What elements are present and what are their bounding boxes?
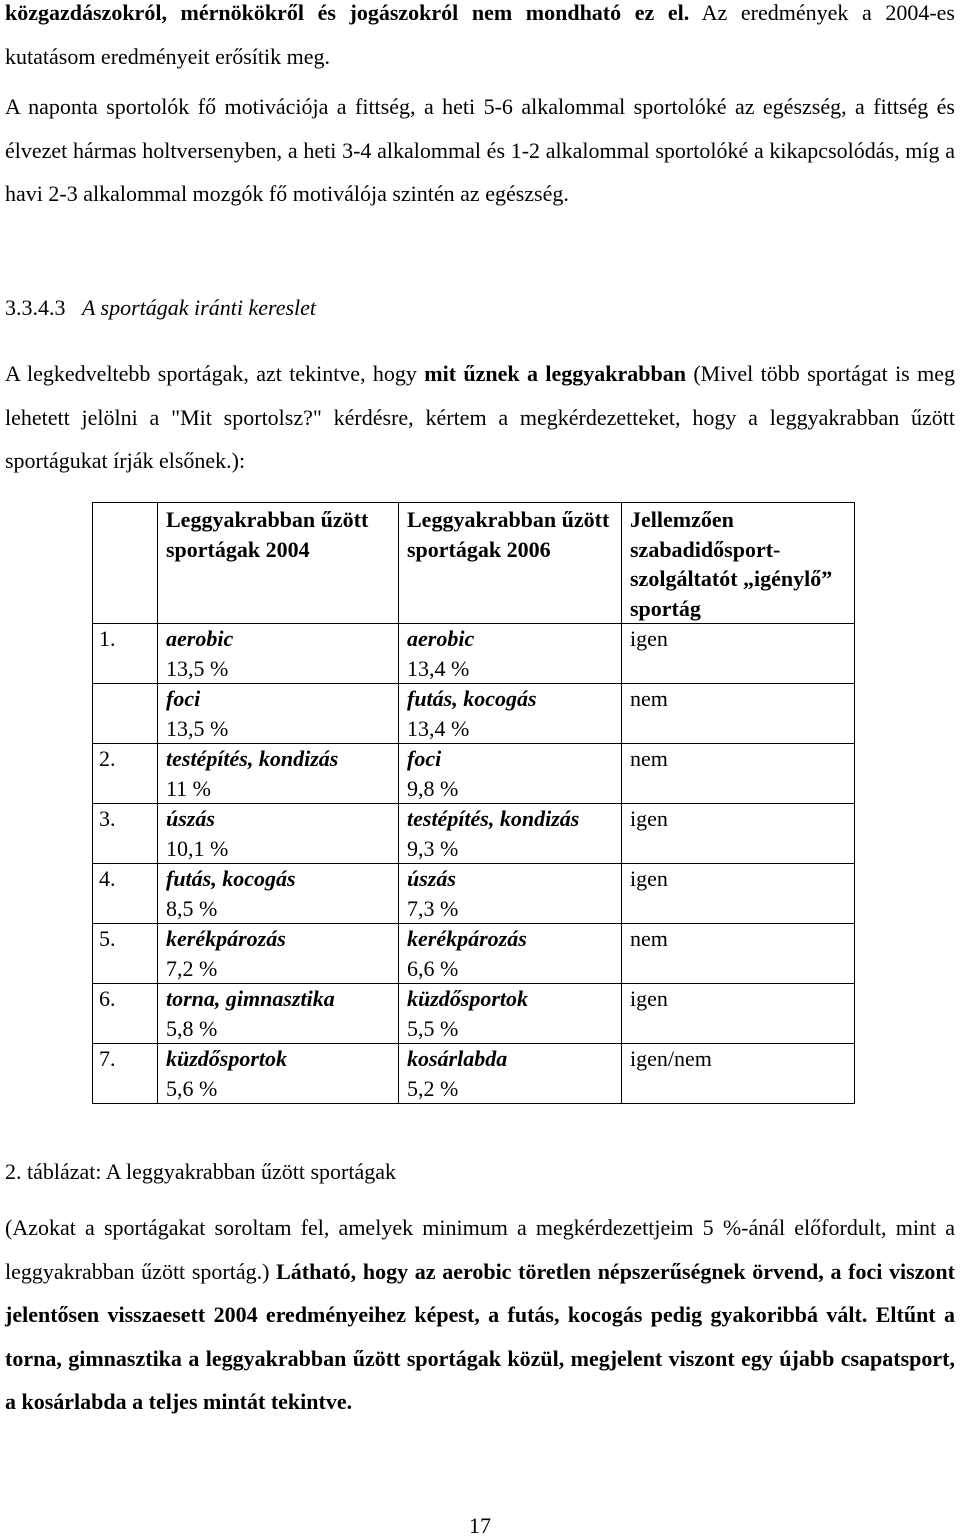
percent-2004: 10,1 % xyxy=(166,835,229,861)
table-row xyxy=(93,804,855,864)
cell-2004 xyxy=(158,624,399,684)
percent-2004: 5,8 % xyxy=(166,1015,218,1041)
flag-cell xyxy=(622,744,855,804)
rank-cell xyxy=(93,984,158,1044)
flag-value: nem xyxy=(630,926,668,951)
percent-2006: 9,3 % xyxy=(407,835,459,861)
sport-2004: úszás xyxy=(166,806,215,831)
cell-2004 xyxy=(158,804,399,864)
rank-label: 7. xyxy=(99,1046,116,1071)
percent-2004: 11 % xyxy=(166,775,212,801)
rank-cell xyxy=(93,924,158,984)
rank-cell xyxy=(93,744,158,804)
rank-cell xyxy=(93,864,158,924)
rank-label: 5. xyxy=(99,926,116,951)
cell-2004 xyxy=(158,1044,399,1104)
percent-2004: 13,5 % xyxy=(166,715,229,741)
conclusion-text-plain: (Azokat a sportágakat soroltam fel, amelyek minimum a megkérdezettjeim 5 %-ánál előfordult, mint a leggyakrabban űzött sportág.) xyxy=(5,1215,955,1284)
percent-2004: 5,6 % xyxy=(166,1075,218,1101)
sport-2006: testépítés, kondizás xyxy=(407,806,580,831)
cell-2004 xyxy=(158,684,399,744)
flag-cell xyxy=(622,684,855,744)
flag-value: nem xyxy=(630,746,668,771)
sport-2004: kerékpározás xyxy=(166,926,286,951)
table-row xyxy=(93,684,855,744)
table-caption: 2. táblázat: A leggyakrabban űzött sportágak xyxy=(5,1159,396,1184)
flag-cell xyxy=(622,864,855,924)
flag-cell xyxy=(622,924,855,984)
sport-2006: úszás xyxy=(407,866,456,891)
percent-2006: 13,4 % xyxy=(407,715,470,741)
sport-2004: torna, gimnasztika xyxy=(166,986,335,1011)
rank-label: 3. xyxy=(99,806,116,831)
percent-2006: 9,8 % xyxy=(407,775,459,801)
sport-2006: kerékpározás xyxy=(407,926,527,951)
percent-2004: 8,5 % xyxy=(166,895,218,921)
flag-value: igen/nem xyxy=(630,1046,712,1071)
paragraph-top-bold: közgazdászokról, mérnökökről és jogászokról nem mondható ez el. xyxy=(5,0,690,25)
flag-cell xyxy=(622,1044,855,1104)
flag-cell xyxy=(622,804,855,864)
table-row xyxy=(93,864,855,924)
rank-cell xyxy=(93,804,158,864)
percent-2006: 6,6 % xyxy=(407,955,459,981)
table-row xyxy=(93,744,855,804)
percent-2004: 13,5 % xyxy=(166,655,229,681)
rank-label: 4. xyxy=(99,866,116,891)
percent-2006: 5,2 % xyxy=(407,1075,459,1101)
rank-cell xyxy=(93,1044,158,1104)
paragraph-top xyxy=(5,0,955,78)
header-2004: Leggyakrabban űzött sportágak 2004 xyxy=(158,503,399,624)
conclusion-text-bold-1: Látható, hogy az aerobic töretlen népszerűségnek örvend, a foci viszont jelentősen visszaesett 2004 eredményeihez képest, a futás, kocogás pedig gyakoribbá vált. xyxy=(5,1258,955,1327)
paragraph-motivation: A naponta sportolók fő motivációja a fittség, a heti 5-6 alkalommal sportolóké az egészség, a fittség és élvezet hármas holtversenyben, a heti 3-4 alkalommal és 1-2 alkalommal sportolóké a kikapcsolódás, míg a havi 2-3 alkalommal mozgók fő motiválója szintén az egészség. xyxy=(5,94,955,206)
table-row xyxy=(93,624,855,684)
section-title: A sportágak iránti kereslet xyxy=(82,295,317,320)
intro-text-after: (Mivel több sportágat is meg lehetett jelölni a "Mit sportolsz?" kérdésre, kértem a megkérdezetteket, hogy a leggyakrabban űzött sportágukat írják elsőnek.): xyxy=(5,361,955,473)
sport-2004: küzdősportok xyxy=(166,1046,288,1071)
flag-value: nem xyxy=(630,686,668,711)
cell-2004 xyxy=(158,984,399,1044)
cell-2006 xyxy=(399,744,622,804)
header-2006: Leggyakrabban űzött sportágak 2006 xyxy=(399,503,622,624)
percent-2006: 7,3 % xyxy=(407,895,459,921)
sport-2006: kosárlabda xyxy=(407,1046,508,1071)
sport-2004: futás, kocogás xyxy=(166,866,296,891)
sport-2004: foci xyxy=(166,686,201,711)
cell-2006 xyxy=(399,624,622,684)
conclusion-text-bold-2: Eltűnt a torna, gimnasztika a leggyakrabban űzött sportágak közül, megjelent viszont egy újabb csapatsport, a kosárlabda a teljes mintát tekintve. xyxy=(5,1302,955,1414)
sports-table xyxy=(92,502,855,1104)
paragraph-intro xyxy=(5,352,955,483)
cell-2006 xyxy=(399,1044,622,1104)
cell-2006 xyxy=(399,864,622,924)
percent-2006: 13,4 % xyxy=(407,655,470,681)
cell-2006 xyxy=(399,684,622,744)
cell-2004 xyxy=(158,924,399,984)
sport-2004: aerobic xyxy=(166,626,234,651)
sport-2006: aerobic xyxy=(407,626,475,651)
rank-cell xyxy=(93,684,158,744)
intro-text-before: A legkedveltebb sportágak, azt tekintve, hogy xyxy=(5,361,425,386)
table-row xyxy=(93,924,855,984)
flag-cell xyxy=(622,984,855,1044)
header-rank xyxy=(93,503,158,624)
sport-2006: küzdősportok xyxy=(407,986,529,1011)
rank-label: 2. xyxy=(99,746,116,771)
paragraph-conclusion xyxy=(5,1206,955,1424)
sport-2006: futás, kocogás xyxy=(407,686,537,711)
flag-value: igen xyxy=(630,986,668,1011)
percent-2006: 5,5 % xyxy=(407,1015,459,1041)
intro-text-bold: mit űznek a leggyakrabban xyxy=(424,361,686,386)
header-flag: Jellemzően szabadidősport-szolgáltatót „igénylő” sportág xyxy=(622,503,855,624)
rank-label: 6. xyxy=(99,986,116,1011)
cell-2006 xyxy=(399,984,622,1044)
table-body xyxy=(93,624,855,1104)
sport-2006: foci xyxy=(407,746,442,771)
table-row xyxy=(93,1044,855,1104)
flag-value: igen xyxy=(630,626,668,651)
percent-2004: 7,2 % xyxy=(166,955,218,981)
cell-2006 xyxy=(399,924,622,984)
flag-value: igen xyxy=(630,806,668,831)
rank-label: 1. xyxy=(99,626,116,651)
page-number: 17 xyxy=(469,1513,491,1538)
section-heading xyxy=(5,292,316,324)
flag-value: igen xyxy=(630,866,668,891)
table-row xyxy=(93,984,855,1044)
cell-2004 xyxy=(158,864,399,924)
cell-2006 xyxy=(399,804,622,864)
table-header-row xyxy=(93,503,855,624)
cell-2004 xyxy=(158,744,399,804)
sport-2004: testépítés, kondizás xyxy=(166,746,339,771)
section-number: 3.3.4.3 xyxy=(5,295,66,320)
rank-cell xyxy=(93,624,158,684)
paragraph-top-rest: Az eredmények a 2004-es kutatásom eredményeit erősítik meg. xyxy=(5,0,955,69)
flag-cell xyxy=(622,624,855,684)
